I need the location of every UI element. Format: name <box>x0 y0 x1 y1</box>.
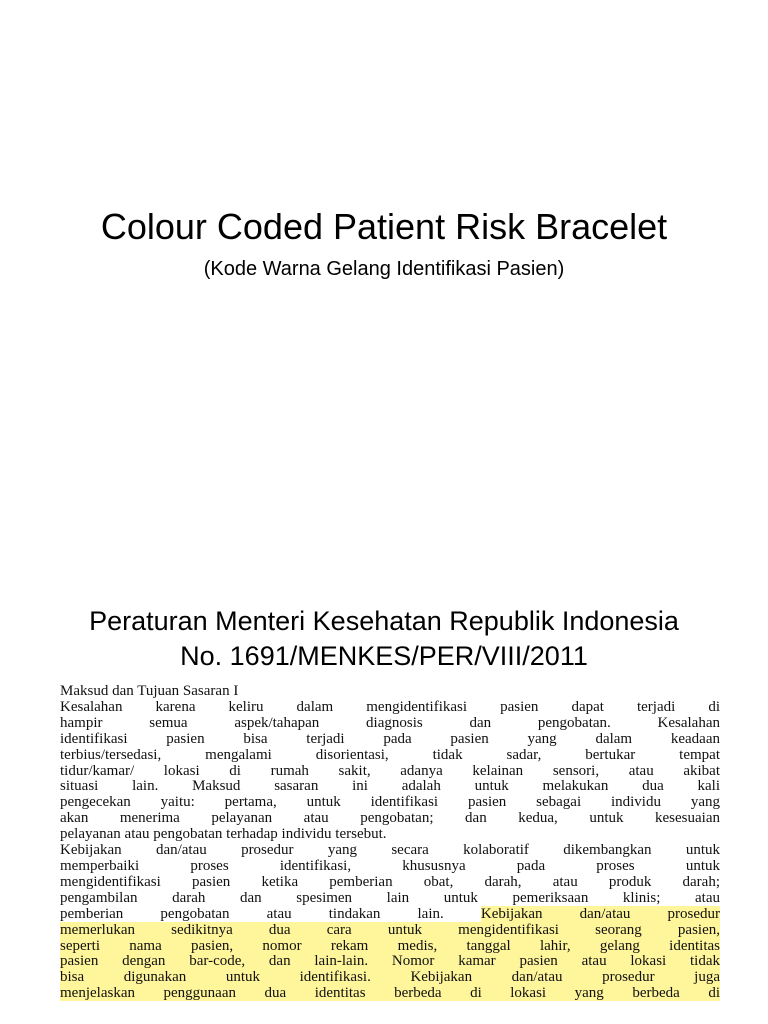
excerpt-line: tidur/kamar/ lokasi di rumah sakit, adanya kelainan sensori, atau akibat <box>60 762 720 779</box>
excerpt-highlighted-line: memerlukan sedikitnya dua cara untuk mengidentifikasi seorang pasien, <box>60 921 720 938</box>
excerpt-line: Kesalahan karena keliru dalam mengidentifikasi pasien dapat terjadi di <box>60 698 720 715</box>
excerpt-highlighted-line: menjelaskan penggunaan dua identitas berbeda di lokasi yang berbeda di <box>60 985 720 1002</box>
regulation-number: No. 1691/MENKES/PER/VIII/2011 <box>180 641 588 671</box>
excerpt-line: terbius/tersedasi, mengalami disorientasi, tidak sadar, bertukar tempat <box>60 746 720 763</box>
excerpt-line: akan menerima pelayanan atau pengobatan; dan kedua, untuk kesesuaian <box>60 810 720 827</box>
excerpt-line: mengidentifikasi pasien ketika pemberian obat, darah, atau produk darah; <box>60 873 720 890</box>
excerpt-line: hampir semua aspek/tahapan diagnosis dan pengobatan. Kesalahan <box>60 714 720 731</box>
excerpt-highlighted-line: bisa digunakan untuk identifikasi. Kebijakan dan/atau prosedur juga <box>60 969 720 986</box>
regulation-reference <box>0 604 768 674</box>
slide-subtitle: (Kode Warna Gelang Identifikasi Pasien) <box>203 258 565 280</box>
title-block <box>0 200 768 284</box>
excerpt-line: pelayanan atau pengobatan terhadap individu tersebut. <box>60 826 387 843</box>
slide-title: Colour Coded Patient Risk Bracelet <box>100 206 668 247</box>
excerpt-line: pengambilan darah dan spesimen lain untuk pemeriksaan klinis; atau <box>60 889 720 906</box>
excerpt-highlighted-line: seperti nama pasien, nomor rekam medis, tanggal lahir, gelang identitas <box>60 937 720 954</box>
excerpt-highlighted-line: pasien dengan bar-code, dan lain-lain. Nomor kamar pasien atau lokasi tidak <box>60 953 720 970</box>
excerpt-line-mixed <box>60 907 720 923</box>
excerpt-heading: Maksud dan Tujuan Sasaran I <box>60 684 239 699</box>
excerpt-line: Kebijakan dan/atau prosedur yang secara kolaboratif dikembangkan untuk <box>60 842 720 859</box>
excerpt-highlighted-text: Kebijakan dan/atau prosedur <box>480 905 720 922</box>
regulation-name: Peraturan Menteri Kesehatan Republik Indonesia <box>89 606 679 636</box>
excerpt-plain-text: pemberian pengobatan atau tindakan lain. <box>60 905 481 922</box>
excerpt-line: identifikasi pasien bisa terjadi pada pasien yang dalam keadaan <box>60 730 720 747</box>
excerpt-line: pengecekan yaitu: pertama, untuk identifikasi pasien sebagai individu yang <box>60 794 720 811</box>
excerpt-line: situasi lain. Maksud sasaran ini adalah untuk melakukan dua kali <box>60 778 720 795</box>
excerpt-line: memperbaiki proses identifikasi, khususnya pada proses untuk <box>60 857 720 874</box>
regulation-excerpt-image <box>60 684 720 1024</box>
